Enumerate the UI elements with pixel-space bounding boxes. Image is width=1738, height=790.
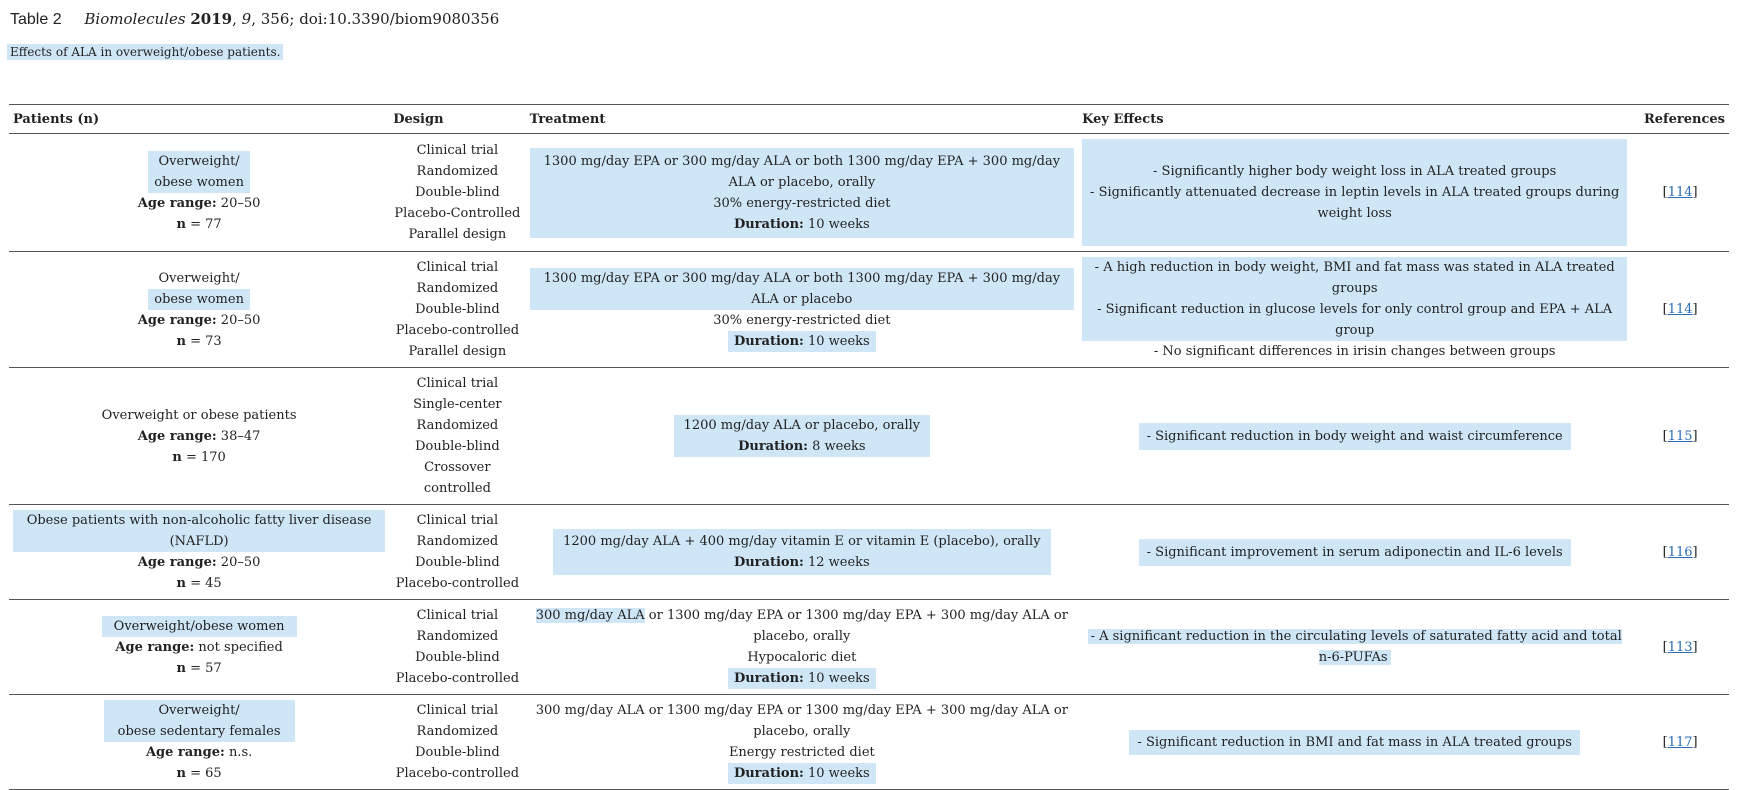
reference-link[interactable]: 114 [1667,185,1693,200]
effects-table [9,104,1729,790]
effects-cell [1078,368,1631,505]
patients-cell [9,505,389,600]
effects-highlight: - Significantly higher body weight loss in ALA treated groups - Significantly attenuated decrease in leptin levels in ALA treated groups during weight loss [1082,139,1627,246]
design-cell: Clinical trial Single-center Randomized Double-blind Crossover controlled [413,376,502,496]
effects-cell [1078,134,1631,252]
design-cell: Clinical trial Randomized Double-blind Placebo-Controlled Parallel design [394,143,521,242]
reference-link[interactable]: 116 [1667,544,1693,560]
col-design: Design [393,111,444,127]
treatment-highlight: Duration: 10 weeks [728,763,876,784]
reference-cell: [114] [1662,185,1698,200]
age-range: Age range: 38–47 [137,428,261,444]
table-row [9,134,1729,252]
reference-link[interactable]: 113 [1667,639,1693,655]
age-range: Age range: not specified [115,639,283,655]
col-patients: Patients (n) [13,111,100,127]
treatment-cell [526,505,1078,600]
table-row [9,600,1729,695]
design-cell: Clinical trial Randomized Double-blind Placebo-controlled [395,513,520,591]
col-key-effects: Key Effects [1082,111,1164,127]
effects-highlight: - A high reduction in body weight, BMI and fat mass was stated in ALA treated groups - Significant reduction in glucose levels for only control group and EPA + ALA group [1082,257,1627,341]
patients-cell [9,252,389,368]
design-cell: Clinical trial Randomized Double-blind Placebo-controlled [395,608,520,686]
table-header: Table 2 Biomolecules 2019, 9, 356; doi:10.3390/biom9080356 [10,10,500,28]
treatment-cell: 300 mg/day ALA or 1300 mg/day EPA or 1300 mg/day EPA + 300 mg/day ALA or placebo, orally Energy restricted diet Duration: 10 weeks [526,695,1078,790]
patients-label: Overweight/ obese women [13,268,385,310]
patients-cell [9,600,389,695]
table-row [9,505,1729,600]
table-label: Table 2 [10,11,62,28]
reference-cell: [113] [1662,639,1698,655]
patients-cell [9,368,389,505]
table-row [9,368,1729,505]
reference-link[interactable]: 117 [1667,734,1693,750]
treatment-highlight: 1200 mg/day ALA or placebo, orally Duration: 8 weeks [674,415,931,457]
patients-label: Overweight/obese women [102,616,297,637]
reference-cell: [116] [1662,544,1698,560]
treatment-cell [526,368,1078,505]
effects-highlight: - Significant reduction in BMI and fat mass in ALA treated groups [1129,730,1580,755]
treatment-cell: 300 mg/day ALA or 1300 mg/day EPA or 1300 mg/day EPA + 300 mg/day ALA or placebo, orally Hypocaloric diet Duration: 10 weeks [526,600,1078,695]
treatment-highlight: 1200 mg/day ALA + 400 mg/day vitamin E or vitamin E (placebo), orally Duration: 12 weeks [553,529,1050,575]
reference-cell: [117] [1662,734,1698,750]
sample-size: n = 170 [172,449,226,465]
col-references: References [1643,111,1725,127]
patients-label: Overweight/ obese sedentary females [104,700,295,742]
journal-year: 2019 [190,10,233,28]
design-cell: Clinical trial Randomized Double-blind Placebo-controlled Parallel design [395,260,520,359]
effects-highlight: - Significant reduction in body weight and waist circumference [1139,423,1571,450]
age-range: Age range: 20–50 [137,312,261,328]
treatment-cell: 1300 mg/day EPA or 300 mg/day ALA or both 1300 mg/day EPA + 300 mg/day ALA or placebo 30% energy-restricted diet Duration: 10 weeks [526,252,1078,368]
patients-cell [9,134,389,252]
sample-size: n = 65 [176,766,222,781]
citation-rest: , 356; doi:10.3390/biom9080356 [251,10,500,28]
sample-size: n = 77 [176,216,222,232]
effects-cell [1078,505,1631,600]
effects-cell [1078,695,1631,790]
journal-name: Biomolecules [84,10,186,28]
effects-highlight: - A significant reduction in the circulating levels of saturated fatty acid and total n-6-PUFAs [1088,629,1622,665]
table-caption: Effects of ALA in overweight/obese patients. [7,44,283,60]
patients-cell [9,695,389,790]
patients-label: Overweight/ obese women [148,151,250,193]
effects-cell: - A high reduction in body weight, BMI and fat mass was stated in ALA treated groups - Significant reduction in glucose levels for only control group and EPA + ALA group - No significant differences in irisin changes between groups [1078,252,1631,368]
treatment-highlight: 1300 mg/day EPA or 300 mg/day ALA or both 1300 mg/day EPA + 300 mg/day ALA or placebo [530,268,1074,310]
treatment-highlight: 300 mg/day ALA [535,608,645,623]
patients-label: Obese patients with non-alcoholic fatty liver disease (NAFLD) [13,510,385,552]
age-range: Age range: 20–50 [137,555,261,570]
effects-highlight: - Significant improvement in serum adiponectin and IL-6 levels [1139,539,1571,566]
patients-label: Overweight or obese patients [101,407,297,423]
reference-cell: [114] [1662,302,1698,317]
table-header-row [9,105,1729,134]
treatment-cell [526,134,1078,252]
age-range: Age range: n.s. [145,745,253,760]
age-range: Age range: 20–50 [137,195,261,211]
table-row [9,252,1729,368]
sample-size: n = 73 [176,333,222,349]
reference-link[interactable]: 115 [1667,428,1693,444]
treatment-highlight: 1300 mg/day EPA or 300 mg/day ALA or both 1300 mg/day EPA + 300 mg/day ALA or placebo, orally 30% energy-restricted diet Duration: 10 weeks [530,148,1074,238]
journal-volume: 9 [241,10,252,28]
col-treatment: Treatment [529,111,606,127]
table-row [9,695,1729,790]
design-cell: Clinical trial Randomized Double-blind Placebo-controlled [395,703,520,781]
sample-size: n = 45 [176,576,222,591]
reference-cell: [115] [1662,428,1698,444]
reference-link[interactable]: 114 [1667,302,1693,317]
sample-size: n = 57 [176,660,222,676]
effects-cell [1078,600,1631,695]
